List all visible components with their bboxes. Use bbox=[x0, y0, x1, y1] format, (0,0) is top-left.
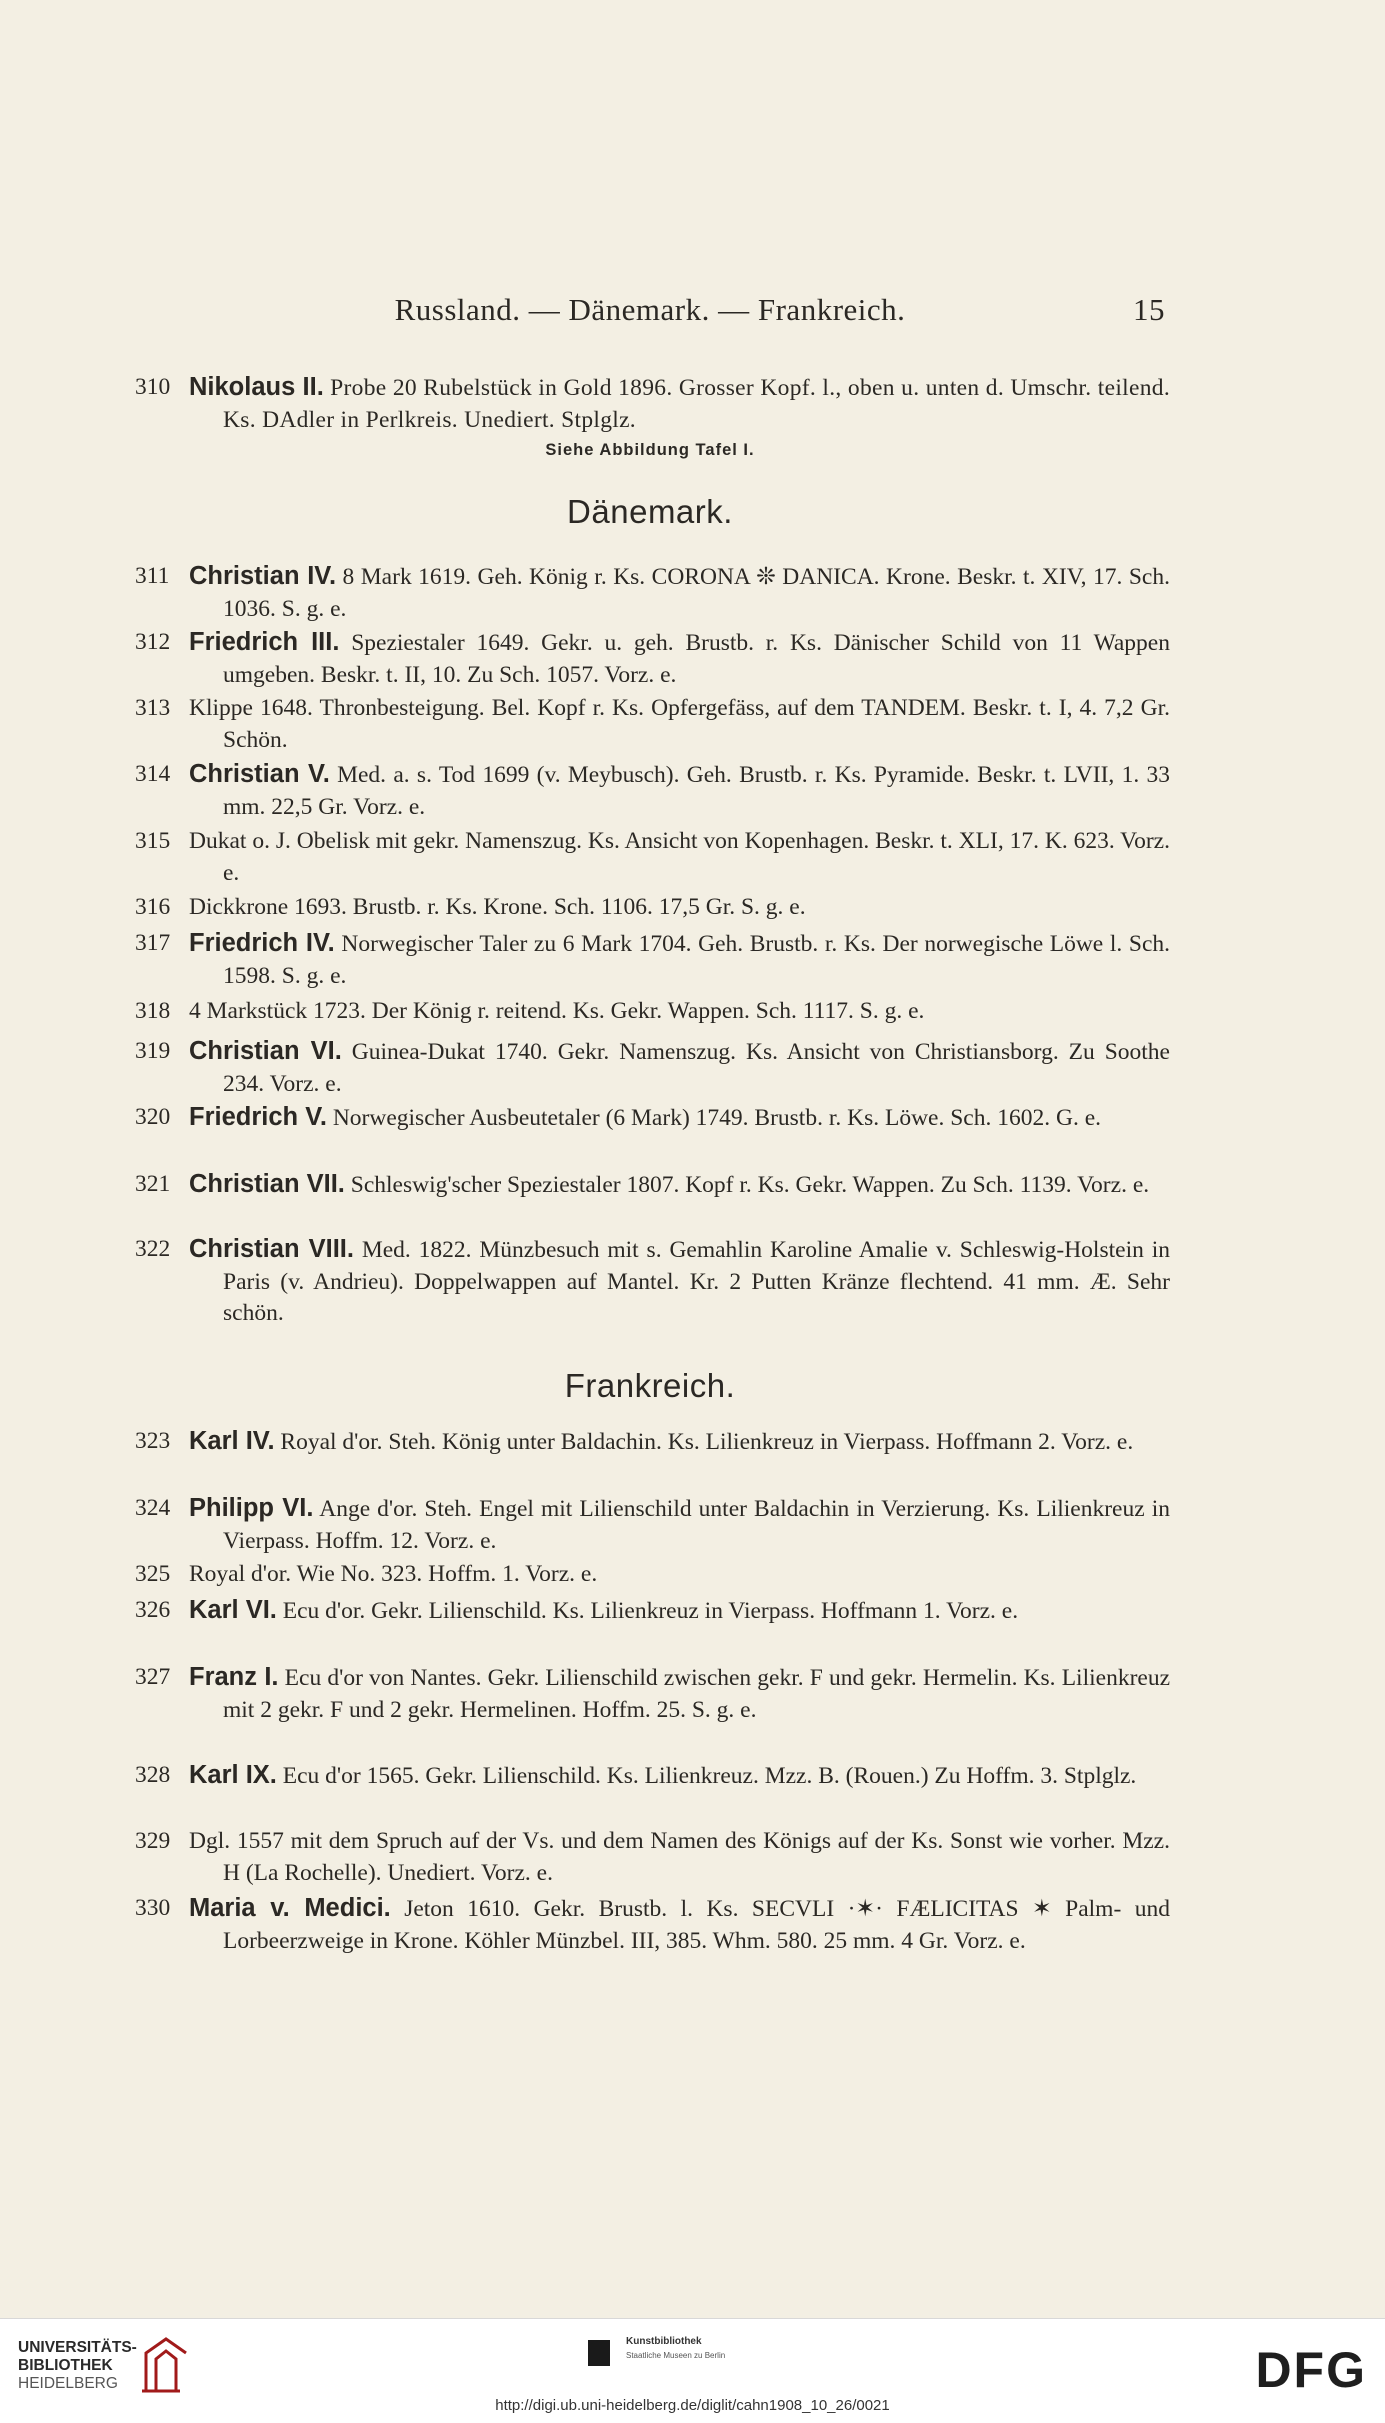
entry-ruler: Christian VII. bbox=[189, 1170, 345, 1198]
entry-number: 323 bbox=[135, 1428, 171, 1454]
entry-ruler: Christian VI. bbox=[189, 1037, 342, 1065]
kunstbibliothek-mark-icon bbox=[588, 2340, 610, 2366]
entry-number: 317 bbox=[135, 930, 171, 956]
section-title-daenemark: Dänemark. bbox=[567, 493, 733, 530]
catalog-entry bbox=[135, 693, 1170, 756]
entry-description: Probe 20 Rubelstück in Gold 1896. Grosser Kopf. l., oben u. unten d. Umschr. teilend. Ks. DAdler in Perlkreis. Unediert. Stplglz. bbox=[223, 375, 1170, 433]
entry-ruler: Nikolaus II. bbox=[189, 373, 324, 401]
entry-ruler: Christian V. bbox=[189, 760, 330, 788]
entry-ruler: Karl IX. bbox=[189, 1761, 277, 1789]
entry-description: Dgl. 1557 mit dem Spruch auf der Vs. und dem Namen des Königs auf der Ks. Sonst wie vorher. Mzz. H (La Rochelle). Unediert. Vorz. e. bbox=[189, 1828, 1170, 1886]
catalog-entry bbox=[135, 1234, 1170, 1330]
entry-number: 315 bbox=[135, 828, 171, 854]
viewer-footer bbox=[0, 2318, 1385, 2423]
entry-description: Schleswig'scher Speziestaler 1807. Kopf r. Ks. Gekr. Wappen. Zu Sch. 1139. Vorz. e. bbox=[344, 1172, 1150, 1198]
entry-ruler: Karl VI. bbox=[189, 1596, 277, 1624]
entry-description: Dukat o. J. Obelisk mit gekr. Namenszug. Ks. Ansicht von Kopenhagen. Beskr. t. XLI, 17. K. 623. Vorz. e. bbox=[189, 828, 1170, 886]
logo-line: Staatliche Museen zu Berlin bbox=[626, 2351, 726, 2360]
entry-number: 310 bbox=[135, 374, 171, 400]
entry-description: Ecu d'or von Nantes. Gekr. Lilienschild zwischen gekr. F und gekr. Hermelin. Ks. Lilienkreuz mit 2 gekr. F und 2 gekr. Hermelinen. Hoffm. 25. S. g. e. bbox=[223, 1665, 1171, 1723]
catalog-entry bbox=[135, 1102, 1170, 1135]
entry-description: Ecu d'or 1565. Gekr. Lilienschild. Ks. Lilienkreuz. Mzz. B. (Rouen.) Zu Hoffm. 3. Stplglz. bbox=[276, 1763, 1137, 1789]
catalog-entry bbox=[135, 1893, 1170, 1957]
entry-number: 330 bbox=[135, 1895, 171, 1921]
entry-description: Klippe 1648. Thronbesteigung. Bel. Kopf r. Ks. Opfergefäss, auf dem TANDEM. Beskr. t. I, 4. 7,2 Gr. Schön. bbox=[189, 695, 1170, 753]
entry-number: 320 bbox=[135, 1104, 171, 1130]
section-title-frankreich: Frankreich. bbox=[564, 1367, 736, 1404]
entry-number: 329 bbox=[135, 1828, 171, 1854]
entry-description: Speziestaler 1649. Gekr. u. geh. Brustb. r. Ks. Dänischer Schild von 11 Wappen umgeben. Beskr. t. II, 10. Zu Sch. 1057. Vorz. e. bbox=[223, 630, 1170, 688]
entry-description: Med. a. s. Tod 1699 (v. Meybusch). Geh. Brustb. r. Ks. Pyramide. Beskr. t. LVII, 1. 33 mm. 22,5 Gr. Vorz. e. bbox=[223, 762, 1170, 820]
entry-number: 312 bbox=[135, 629, 171, 655]
entry-description: Royal d'or. Steh. König unter Baldachin. Ks. Lilienkreuz in Vierpass. Hoffmann 2. Vorz. e. bbox=[274, 1429, 1134, 1455]
entry-description: Jeton 1610. Gekr. Brustb. l. Ks. SECVLI ·✶· FÆLICITAS ✶ Palm- und Lorbeerzweige in Krone. Köhler Münzbel. III, 385. Whm. 580. 25 mm. 4 Gr. Vorz. e. bbox=[223, 1896, 1170, 1954]
logo-line: Kunstbibliothek bbox=[626, 2336, 702, 2347]
logo-line: BIBLIOTHEK bbox=[18, 2357, 113, 2374]
catalog-entry bbox=[135, 892, 1170, 924]
entry-description: Guinea-Dukat 1740. Gekr. Namenszug. Ks. Ansicht von Christiansborg. Zu Soothe 234. Vorz. e. bbox=[223, 1039, 1170, 1097]
entry-number: 311 bbox=[135, 563, 170, 589]
entry-number: 319 bbox=[135, 1038, 171, 1064]
entry-ruler: Franz I. bbox=[189, 1663, 279, 1691]
catalog-entry bbox=[135, 826, 1170, 889]
entry-ruler: Christian VIII. bbox=[189, 1235, 354, 1263]
catalog-entry bbox=[135, 627, 1170, 691]
catalog-entry bbox=[135, 1036, 1170, 1100]
catalog-entry bbox=[135, 928, 1170, 992]
entry-ruler: Maria v. Medici. bbox=[189, 1894, 391, 1922]
catalog-entry bbox=[135, 561, 1170, 625]
entry-number: 316 bbox=[135, 894, 171, 920]
entry-number: 318 bbox=[135, 998, 171, 1024]
entry-ruler: Karl IV. bbox=[189, 1427, 275, 1455]
catalog-entry bbox=[135, 1169, 1170, 1202]
entry-description: 4 Markstück 1723. Der König r. reitend. Ks. Gekr. Wappen. Sch. 1117. S. g. e. bbox=[189, 998, 925, 1024]
entry-description: Dickkrone 1693. Brustb. r. Ks. Krone. Sch. 1106. 17,5 Gr. S. g. e. bbox=[189, 894, 806, 920]
catalog-entry bbox=[135, 372, 1170, 436]
entry-number: 313 bbox=[135, 695, 171, 721]
entry-ruler: Friedrich III. bbox=[189, 628, 340, 656]
catalog-entry bbox=[135, 759, 1170, 823]
entry-description: 8 Mark 1619. Geh. König r. Ks. CORONA ❊ DANICA. Krone. Beskr. t. XIV, 17. Sch. 1036. S. g. e. bbox=[223, 564, 1170, 622]
running-title: Russland. — Dänemark. — Frankreich. bbox=[394, 292, 906, 327]
logo-line: HEIDELBERG bbox=[18, 2375, 118, 2392]
entry-description: Ange d'or. Steh. Engel mit Lilienschild unter Baldachin in Verzierung. Ks. Lilienkreuz in Vierpass. Hoffm. 12. Vorz. e. bbox=[223, 1496, 1170, 1554]
entry-number: 314 bbox=[135, 761, 171, 787]
catalog-entry bbox=[135, 1493, 1170, 1557]
entry-description: Norwegischer Ausbeutetaler (6 Mark) 1749. Brustb. r. Ks. Löwe. Sch. 1602. G. e. bbox=[326, 1105, 1101, 1131]
entry-ruler: Christian IV. bbox=[189, 562, 337, 590]
catalog-entry bbox=[135, 1595, 1170, 1628]
plate-note: Siehe Abbildung Tafel I. bbox=[545, 441, 755, 459]
catalog-entry bbox=[135, 996, 1170, 1028]
entry-description: Norwegischer Taler zu 6 Mark 1704. Geh. Brustb. r. Ks. Der norwegische Löwe l. Sch. 1598. S. g. e. bbox=[223, 931, 1170, 989]
page-url[interactable]: http://digi.ub.uni-heidelberg.de/diglit/cahn1908_10_26/0021 bbox=[495, 2397, 890, 2414]
catalog-entry bbox=[135, 1426, 1170, 1459]
entry-number: 322 bbox=[135, 1236, 171, 1262]
university-mark-icon bbox=[140, 2333, 192, 2397]
logo-line: UNIVERSITÄTS- bbox=[18, 2339, 137, 2356]
catalog-entry bbox=[135, 1826, 1170, 1889]
entry-number: 327 bbox=[135, 1664, 171, 1690]
university-library-logo[interactable] bbox=[18, 2339, 137, 2393]
entry-number: 321 bbox=[135, 1171, 171, 1197]
catalog-entry bbox=[135, 1760, 1170, 1793]
entry-description: Med. 1822. Münzbesuch mit s. Gemahlin Karoline Amalie v. Schleswig-Holstein in Paris (v. Andrieu). Doppelwappen auf Mantel. Kr. 2 Putten Kränze flechtend. 41 mm. Æ. Sehr schön. bbox=[223, 1237, 1170, 1326]
entry-ruler: Friedrich V. bbox=[189, 1103, 327, 1131]
entry-number: 328 bbox=[135, 1762, 171, 1788]
entry-number: 325 bbox=[135, 1561, 171, 1587]
catalog-entry bbox=[135, 1559, 1170, 1591]
entry-number: 326 bbox=[135, 1597, 171, 1623]
page-number: 15 bbox=[1133, 292, 1165, 327]
catalog-entry bbox=[135, 1662, 1170, 1726]
dfg-logo[interactable]: DFG bbox=[1255, 2342, 1367, 2398]
entry-number: 324 bbox=[135, 1495, 171, 1521]
entry-description: Royal d'or. Wie No. 323. Hoffm. 1. Vorz. e. bbox=[189, 1561, 598, 1587]
entry-description: Ecu d'or. Gekr. Lilienschild. Ks. Lilienkreuz in Vierpass. Hoffmann 1. Vorz. e. bbox=[276, 1598, 1019, 1624]
entry-ruler: Philipp VI. bbox=[189, 1494, 314, 1522]
entry-ruler: Friedrich IV. bbox=[189, 929, 335, 957]
